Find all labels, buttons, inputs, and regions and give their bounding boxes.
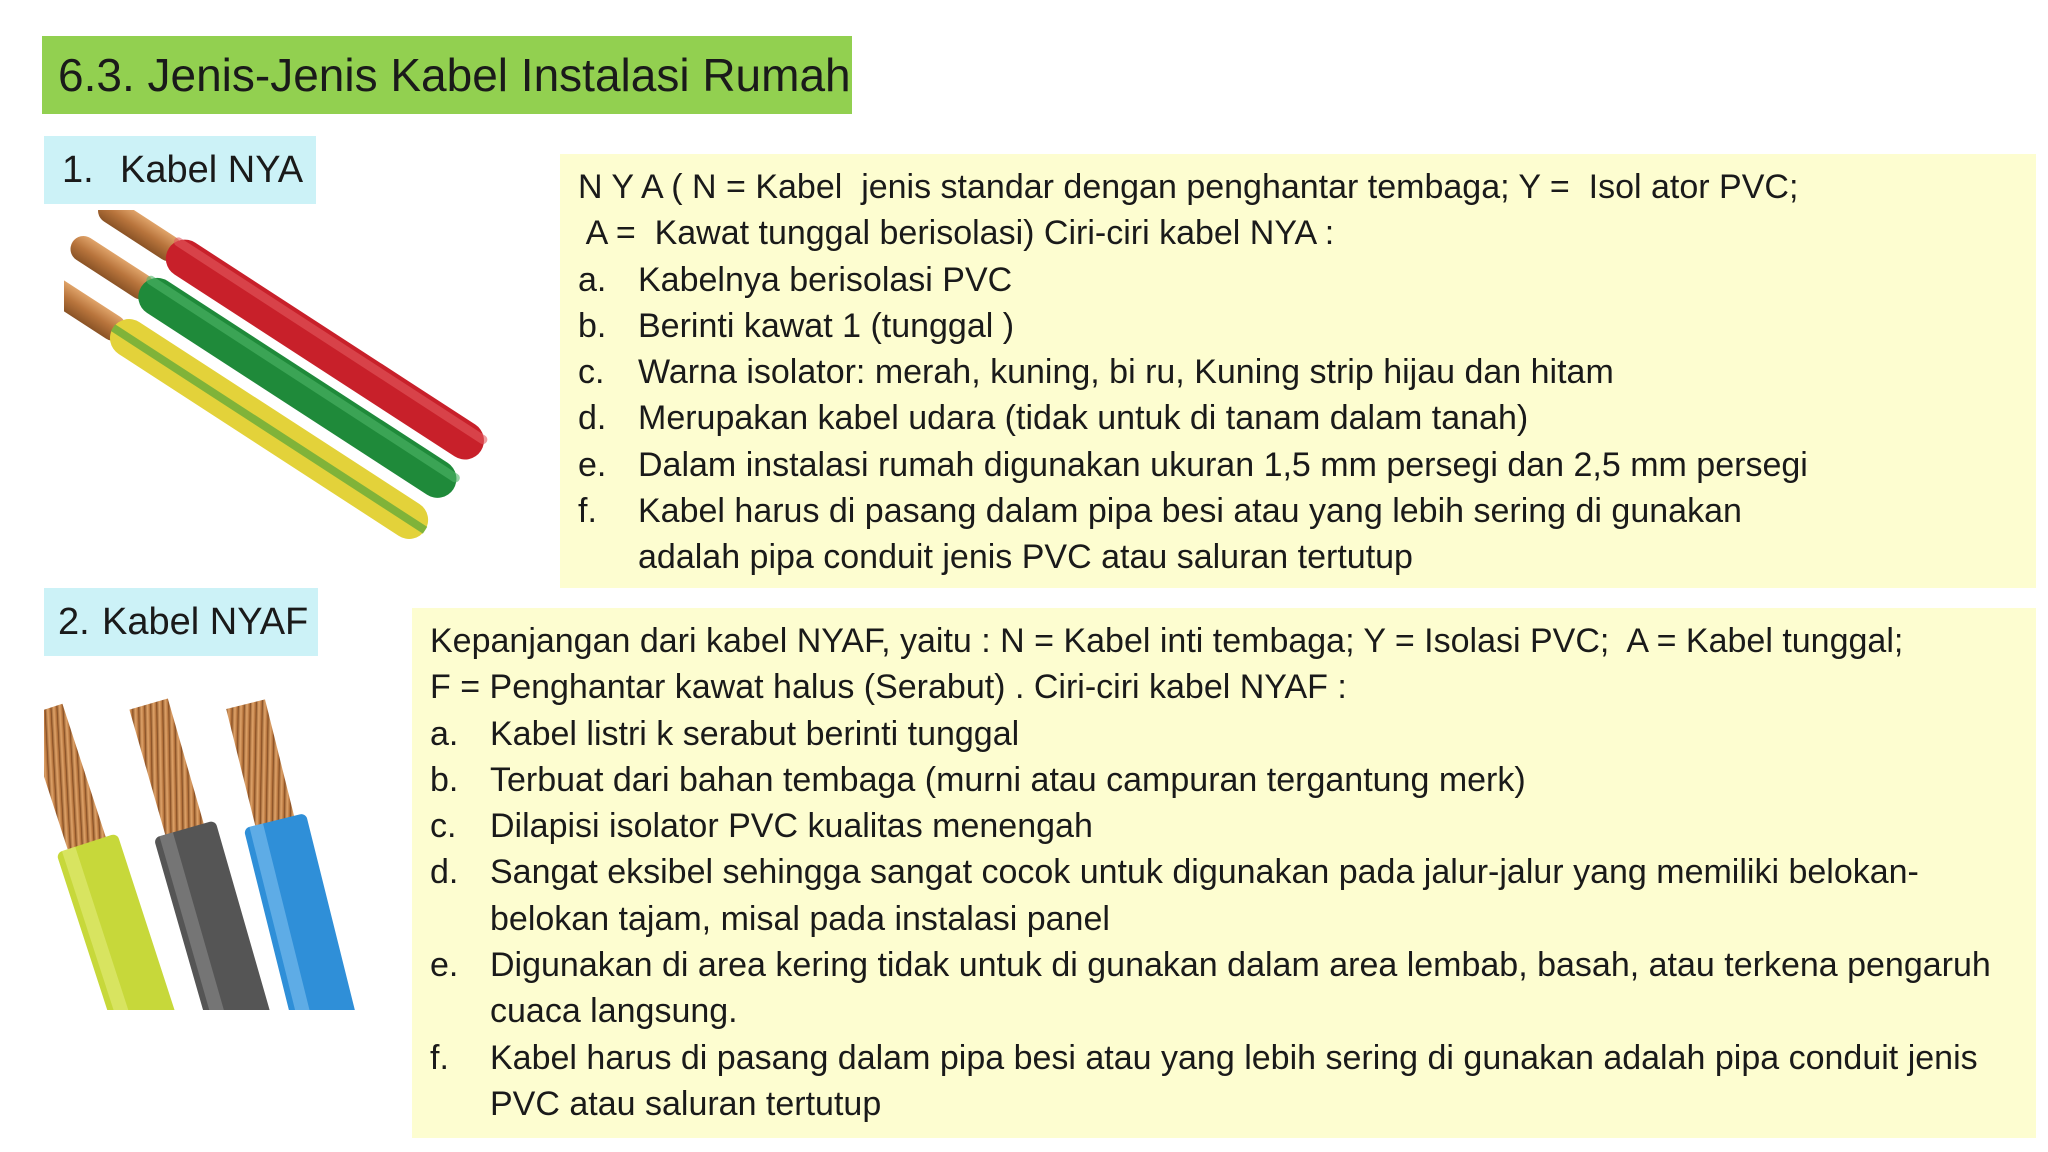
list-text: Dalam instalasi rumah digunakan ukuran 1,5 mm persegi dan 2,5 mm persegi (638, 445, 1808, 484)
section-label-nya (44, 136, 316, 204)
list-text: Kabel listri k serabut berinti tunggal (490, 714, 1020, 753)
list-text: Dilapisi isolator PVC kualitas menengah (490, 807, 1093, 846)
list-item (578, 395, 2020, 441)
list-item (430, 849, 2020, 942)
list-marker: c. (430, 807, 457, 846)
list-item (430, 711, 2020, 757)
list-text: Kabel harus di pasang dalam pipa besi atau yang lebih sering di gunakan adalah pipa conduit jenis PVC atau saluran tertutup (638, 492, 1742, 577)
list-item (430, 757, 2020, 803)
intro-line: Kepanjangan dari kabel NYAF, yaitu : N = Kabel inti tembaga; Y = Isolasi PVC; A = Kabel tunggal; (430, 622, 1904, 660)
list-item (578, 303, 2020, 349)
list-item (578, 257, 2020, 303)
list-text: Kabel harus di pasang dalam pipa besi atau yang lebih sering di gunakan adalah pipa conduit jenis PVC atau saluran tertutup (490, 1038, 1978, 1123)
list-marker: a. (430, 714, 459, 753)
list-marker: f. (430, 1038, 449, 1077)
list-text: Terbuat dari bahan tembaga (murni atau campuran tergantung merk) (490, 760, 1526, 799)
slide-title: 6.3. Jenis-Jenis Kabel Instalasi Rumah (42, 36, 852, 114)
feature-list (430, 711, 2020, 1128)
intro-line: F = Penghantar kawat halus (Serabut) . Ciri-ciri kabel NYAF : (430, 668, 1347, 707)
list-marker: b. (578, 306, 607, 345)
list-marker: b. (430, 760, 459, 799)
description-box-nyaf (412, 608, 2036, 1138)
list-marker: e. (430, 946, 459, 985)
list-text: Berinti kawat 1 (tunggal ) (638, 306, 1015, 345)
list-item (430, 1035, 2020, 1128)
list-text: Kabelnya berisolasi PVC (638, 260, 1013, 299)
section-number: 2. (58, 600, 90, 643)
section-label-nyaf (44, 588, 318, 656)
list-marker: e. (578, 445, 607, 484)
list-item (578, 488, 2020, 581)
list-marker: d. (578, 399, 607, 438)
description-box-nya (560, 154, 2036, 588)
cable-nyaf-icon (44, 690, 404, 1050)
list-item (578, 349, 2020, 395)
list-marker: d. (430, 853, 459, 892)
list-item (430, 942, 2020, 1035)
green-wire (64, 226, 464, 505)
section-number: 1. (62, 148, 94, 191)
list-text: Sangat eksibel sehingga sangat cocok untuk digunakan pada jalur-jalur yang memiliki belokan-belokan tajam, misal pada instalasi panel (490, 853, 1919, 938)
feature-list (578, 257, 2020, 581)
intro-line: N Y A ( N = Kabel jenis standar dengan penghantar tembaga; Y = Isol ator PVC; (578, 168, 1799, 206)
list-marker: f. (578, 492, 597, 531)
cable-nya-icon (64, 210, 554, 600)
list-marker: c. (578, 353, 605, 392)
list-text: Merupakan kabel udara (tidak untuk di tanam dalam tanah) (638, 399, 1529, 438)
list-text: Warna isolator: merah, kuning, bi ru, Kuning strip hijau dan hitam (638, 353, 1614, 392)
section-title: Kabel NYA (120, 148, 304, 191)
list-text: Digunakan di area kering tidak untuk di gunakan dalam area lembab, basah, atau terkena pengaruh cuaca langsung. (490, 946, 1991, 1031)
section-title: Kabel NYAF (102, 600, 309, 643)
list-marker: a. (578, 260, 607, 299)
list-item (430, 803, 2020, 849)
list-item (578, 442, 2020, 488)
intro-line: A = Kawat tunggal berisolasi) Ciri-ciri kabel NYA : (578, 214, 1335, 253)
